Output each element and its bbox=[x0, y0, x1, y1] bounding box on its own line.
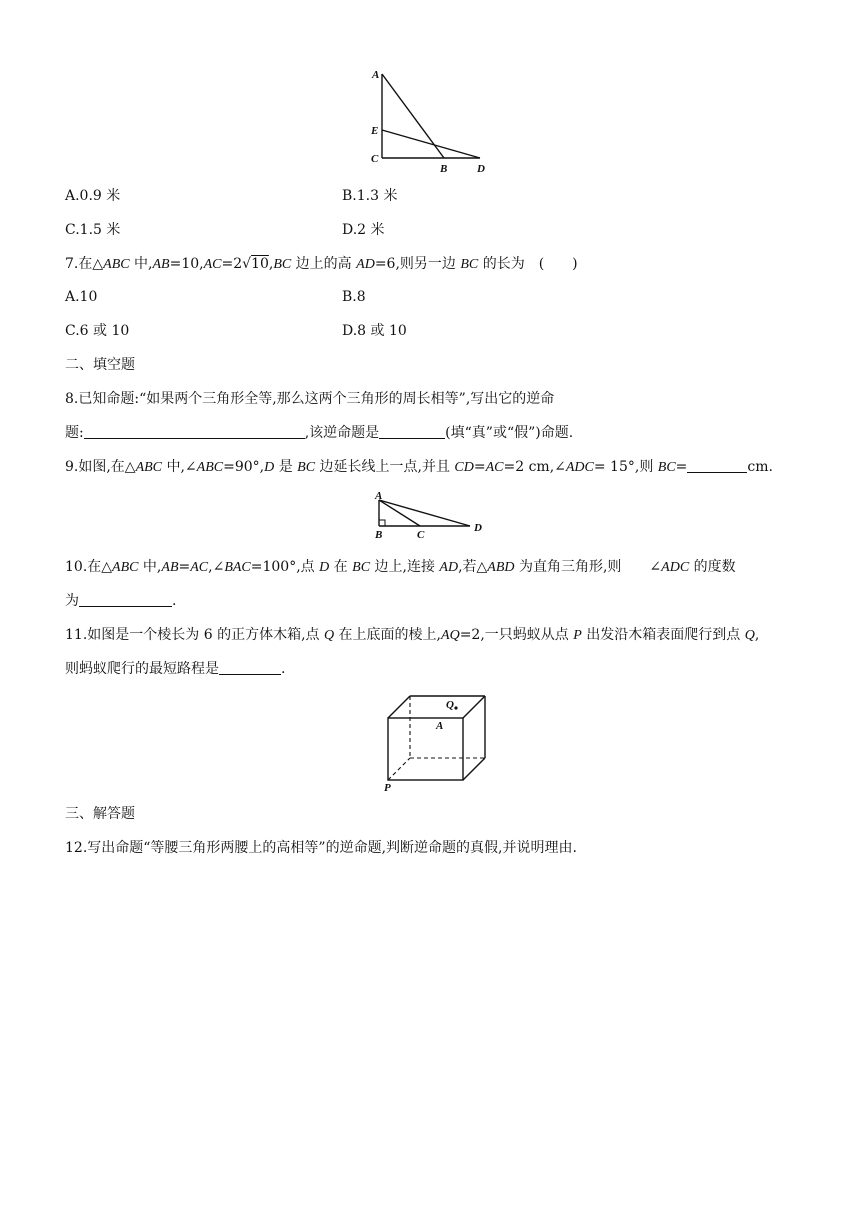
section-solve-heading: 三、解答题 bbox=[65, 806, 135, 822]
q11-line2: 则蚂蚁爬行的最短路程是 . bbox=[65, 661, 286, 677]
q9-blank[interactable] bbox=[687, 458, 747, 473]
q8-blank-2[interactable] bbox=[379, 424, 445, 439]
section-fill-in-heading: 二、填空题 bbox=[65, 357, 135, 373]
q6-option-a: A.0.9 米 bbox=[65, 188, 121, 204]
label-A: A bbox=[436, 720, 444, 732]
q12-stem: 12.写出命题“等腰三角形两腰上的高相等”的逆命题,判断逆命题的真假,并说明理由. bbox=[65, 840, 577, 856]
q6-figure bbox=[360, 62, 500, 178]
cube-top-left-edge bbox=[388, 696, 410, 718]
q8-line1: 8.已知命题:“如果两个三角形全等,那么这两个三角形的周长相等”,写出它的逆命 bbox=[65, 391, 555, 407]
label-B: B bbox=[440, 163, 448, 175]
label-B: B bbox=[375, 529, 383, 541]
cube-bottom-right-edge bbox=[463, 758, 485, 780]
q8-line2: 题: ,该逆命题是 (填“真”或“假”)命题. bbox=[65, 425, 574, 441]
q11-blank[interactable] bbox=[219, 660, 281, 675]
cube-hidden-diagonal-edge bbox=[388, 758, 410, 780]
label-E: E bbox=[371, 125, 379, 137]
q9-figure bbox=[368, 488, 492, 542]
q7-option-d: D.8 或 10 bbox=[342, 323, 407, 339]
q6-option-d: D.2 米 bbox=[342, 222, 385, 238]
q6-option-b: B.1.3 米 bbox=[342, 188, 398, 204]
q7-stem: 7.在△ABC 中,AB=10,AC=2√10,BC 边上的高 AD=6,则另一边 BC 的长为 ( ) bbox=[65, 256, 578, 272]
q10-line1: 10.在△ABC 中,AB=AC,∠BAC=100°,点 D 在 BC 边上,连接 AD,若△ABD 为直角三角形,则 ∠ADC 的度数 bbox=[65, 559, 736, 575]
q11-line1: 11.如图是一个棱长为 6 的正方体木箱,点 Q 在上底面的棱上,AQ=2,一只蚂蚁从点 P 出发沿木箱表面爬行到点 Q, bbox=[65, 627, 760, 643]
cube-front-face bbox=[388, 718, 463, 780]
q7-option-a: A.10 bbox=[65, 289, 98, 305]
q6-option-c: C.1.5 米 bbox=[65, 222, 121, 238]
q7-option-c: C.6 或 10 bbox=[65, 323, 130, 339]
right-angle-mark bbox=[379, 520, 385, 526]
label-D: D bbox=[477, 163, 485, 175]
q8-blank-1[interactable] bbox=[84, 424, 305, 439]
segment-ED bbox=[382, 130, 480, 158]
label-A: A bbox=[375, 490, 383, 502]
q9-stem: 9.如图,在△ABC 中,∠ABC=90°,D 是 BC 边延长线上一点,并且 CD=AC=2 cm,∠ADC= 15°,则 BC= cm. bbox=[65, 459, 773, 475]
label-D: D bbox=[474, 522, 482, 534]
segment-AD bbox=[379, 500, 470, 526]
q10-line2: 为 . bbox=[65, 593, 177, 609]
q10-blank[interactable] bbox=[79, 592, 172, 607]
label-C: C bbox=[417, 529, 425, 541]
q7-option-b: B.8 bbox=[342, 289, 366, 305]
sqrt-radicand: 10 bbox=[251, 256, 269, 272]
label-A: A bbox=[372, 69, 380, 81]
label-Q: Q bbox=[446, 699, 454, 711]
point-Q bbox=[454, 706, 457, 709]
q11-cube-figure bbox=[378, 692, 488, 792]
cube-top-right-edge bbox=[463, 696, 485, 718]
label-P: P bbox=[384, 782, 391, 792]
label-C: C bbox=[371, 153, 379, 165]
